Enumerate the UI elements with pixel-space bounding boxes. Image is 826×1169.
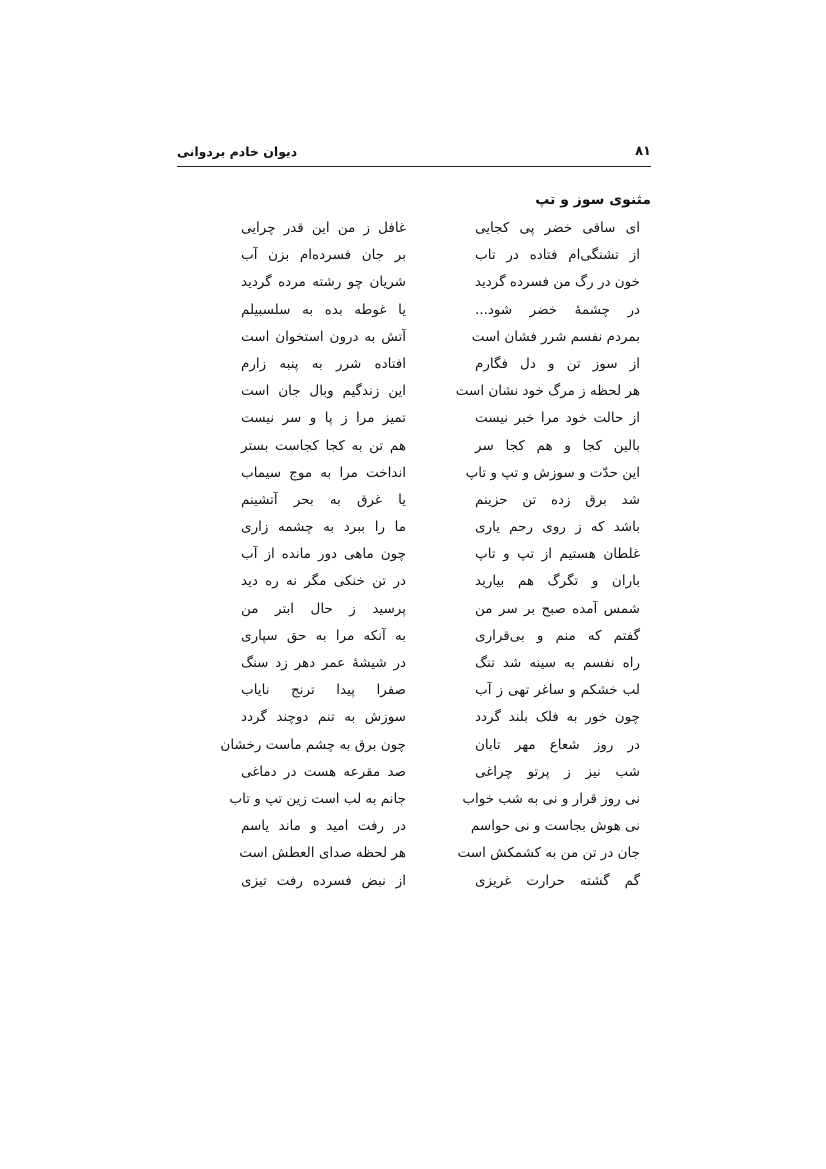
couplet-5 [0, 323, 826, 350]
couplet-20 [0, 731, 826, 758]
couplet-24 [0, 839, 826, 866]
first-hemistich: چون خور به فلک بلند گردد [475, 709, 640, 726]
couplet-11 [0, 486, 826, 513]
first-hemistich: در چشمهٔ خضر شود... [475, 301, 640, 318]
book-title: دیوان خادم بردوانی [177, 144, 298, 159]
second-hemistich: هر لحظه صدای العطش است [239, 845, 406, 862]
second-hemistich: این زندگیم وبال جان است [241, 383, 406, 400]
second-hemistich: ما را ببرد به چشمه زاری [241, 519, 406, 536]
first-hemistich: از تشنگی‌ام فتاده در تاب [475, 247, 640, 264]
second-hemistich: غافل ز من این قدر چرایی [241, 220, 406, 236]
second-hemistich: شریان چو رشته مرده گردید [241, 274, 406, 291]
first-hemistich: در روز شعاع مهر تابان [475, 736, 640, 753]
couplet-14 [0, 567, 826, 594]
first-hemistich: نی هوش بجاست و نی حواسم [470, 818, 640, 835]
first-hemistich: شد برق زده تن حزینم [475, 491, 640, 508]
first-hemistich: شمس آمده صبح بر سر من [475, 600, 640, 617]
page-number: ۸۱ [635, 144, 651, 159]
second-hemistich: هم تن به کجا کجاست بستر [241, 437, 406, 454]
couplet-23 [0, 812, 826, 839]
poem-title: مثنوی سوز و تپ [535, 192, 651, 208]
first-hemistich: بمردم نفسم شرر فشان است [471, 328, 640, 345]
first-hemistich: خون در رگ من فسرده گردید [474, 274, 640, 291]
second-hemistich: پرسید ز حال ابتر من [241, 600, 406, 617]
second-hemistich: در رفت امید و ماند یاسم [241, 818, 406, 835]
second-hemistich: یا غوطه بده به سلسبیلم [241, 301, 406, 318]
first-hemistich: نی روز قرار و نی به شب خواب [462, 790, 640, 807]
page-header [177, 144, 651, 167]
second-hemistich: به آنکه مرا به حق سپاری [241, 627, 406, 644]
couplet-13 [0, 540, 826, 567]
couplet-12 [0, 513, 826, 540]
couplet-4 [0, 296, 826, 323]
first-hemistich: جان در تن من به کشمکش است [457, 845, 640, 862]
couplet-2 [0, 241, 826, 268]
second-hemistich: افتاده شرر به پنبه زارم [241, 355, 406, 372]
first-hemistich: شب نیز ز پرتو چراغی [475, 763, 640, 780]
second-hemistich: آتش به درون استخوان است [241, 328, 406, 345]
first-hemistich: راه نفسم به سینه شد تنگ [475, 655, 640, 671]
couplet-19 [0, 703, 826, 730]
first-hemistich: هر لحظه ز مرگ خود نشان است [455, 383, 640, 400]
couplet-8 [0, 404, 826, 431]
second-hemistich: انداخت مرا به موج سیماب [241, 464, 406, 481]
first-hemistich: از سوز تن و دل فگارم [475, 355, 640, 372]
couplet-18 [0, 676, 826, 703]
second-hemistich: در تن خنکی مگر نه ره دید [241, 573, 406, 590]
couplet-21 [0, 758, 826, 785]
couplet-6 [0, 350, 826, 377]
second-hemistich: صفرا پیدا ترنج نایاب [241, 682, 406, 699]
second-hemistich: چون ماهی دور مانده از آب [241, 546, 406, 563]
first-hemistich: ای ساقی خضر پی کجایی [475, 220, 640, 236]
second-hemistich: صد مقرعه هست در دماغی [241, 763, 406, 780]
couplet-15 [0, 595, 826, 622]
first-hemistich: از حالت خود مرا خبر نیست [475, 410, 640, 427]
first-hemistich: باشد که ز روی رحم یاری [475, 519, 640, 536]
second-hemistich: جانم به لب است زین تپ و تاب [229, 790, 406, 807]
couplet-17 [0, 649, 826, 676]
second-hemistich: یا غرق به بحر آتشینم [241, 491, 406, 508]
poem-body [0, 214, 826, 894]
second-hemistich: چون برق به چشم ماست رخشان [220, 736, 406, 753]
couplet-16 [0, 622, 826, 649]
couplet-7 [0, 377, 826, 404]
second-hemistich: بر جان فسرده‌ام بزن آب [241, 247, 406, 264]
first-hemistich: باران و تگرگ هم بیارید [475, 573, 640, 590]
second-hemistich: در شیشهٔ عمر دهر زد سنگ [241, 655, 406, 671]
first-hemistich: این حدّت و سوزش و تپ و تاپ [465, 464, 640, 481]
first-hemistich: لب خشکم و ساغر تهی ز آب [475, 682, 640, 699]
couplet-10 [0, 459, 826, 486]
first-hemistich: گفتم که منم و بی‌قراری [475, 627, 640, 644]
second-hemistich: تمیز مرا ز پا و سر نیست [241, 410, 406, 427]
first-hemistich: گم گشته حرارت غریزی [475, 872, 640, 889]
first-hemistich: بالین کجا و هم کجا سر [475, 437, 640, 454]
couplet-25 [0, 867, 826, 894]
couplet-1 [0, 214, 826, 241]
couplet-9 [0, 432, 826, 459]
couplet-22 [0, 785, 826, 812]
second-hemistich: سوزش به تنم دوچند گردد [241, 709, 406, 726]
couplet-3 [0, 268, 826, 295]
second-hemistich: از نبض فسرده رفت تیزی [241, 872, 406, 889]
first-hemistich: غلطان هستیم از تپ و تاپ [475, 546, 640, 563]
